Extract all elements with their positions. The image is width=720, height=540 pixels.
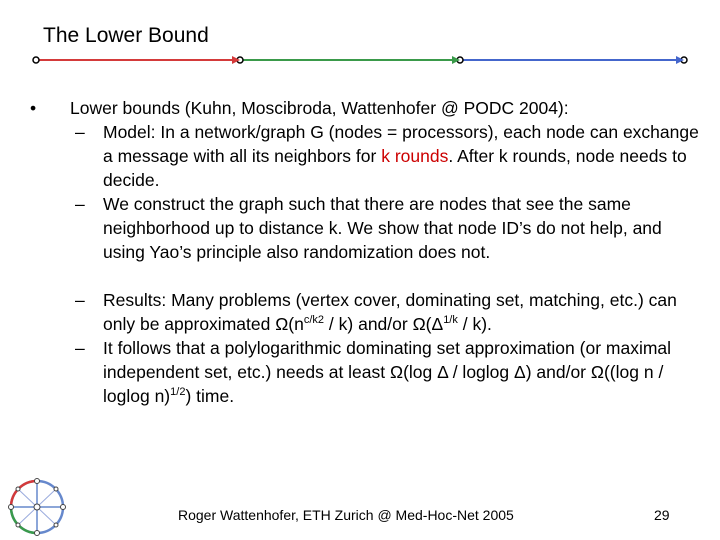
formula: Ω(log Δ / loglog Δ) bbox=[390, 362, 532, 382]
sub-text: We construct the graph such that there are nodes that see the same neighborhood up to distance k. We show that node ID’s do not help, and using Yao’s principle also randomization does not. bbox=[103, 194, 662, 262]
footer-text: Roger Wattenhofer, ETH Zurich @ Med-Hoc-Net 2005 bbox=[178, 507, 514, 523]
sub-text: It follows that a polylogarithmic dominating set approximation (or maximal independent set, etc.) needs at least bbox=[103, 338, 672, 382]
sub-text: . After k rounds, node needs to decide. bbox=[103, 146, 687, 190]
sub-item-construct bbox=[30, 192, 700, 264]
sub-text: time. bbox=[191, 386, 235, 406]
dash-mark: – bbox=[75, 338, 85, 358]
sub-text: and/or bbox=[353, 314, 413, 334]
page-number: 29 bbox=[654, 507, 670, 523]
sub-item-model bbox=[30, 120, 700, 192]
formula: Ω(Δ bbox=[412, 314, 444, 334]
bullet-text: Lower bounds (Kuhn, Moscibroda, Wattenhofer @ PODC 2004): bbox=[70, 98, 569, 118]
dash-mark: – bbox=[75, 290, 85, 310]
formula-sup: c/k2 bbox=[303, 314, 325, 327]
formula-sup: 1/2 bbox=[170, 386, 186, 399]
sub-text: Results: Many problems (vertex cover, dominating set, matching, etc.) can only be approximated bbox=[103, 290, 677, 334]
network-logo-icon bbox=[4, 476, 70, 538]
sub-text: Model: In a network/graph G (nodes = processors), each node can exchange a message with all its neighbors for bbox=[103, 122, 699, 166]
rule-node bbox=[33, 57, 39, 63]
slide-title: The Lower Bound bbox=[43, 24, 209, 47]
sub-text: . bbox=[487, 314, 492, 334]
sub-item-follows bbox=[30, 336, 700, 408]
formula: ) bbox=[185, 386, 192, 406]
formula-sup: 1/k bbox=[443, 314, 458, 327]
sub-text: and/or bbox=[531, 362, 591, 382]
formula: Ω(n bbox=[275, 314, 304, 334]
formula: / k) bbox=[324, 314, 354, 334]
dash-mark: – bbox=[75, 122, 85, 142]
formula: Ω((log n / loglog n) bbox=[103, 362, 664, 406]
highlight-k-rounds: k rounds bbox=[381, 146, 449, 166]
sub-item-results bbox=[30, 288, 700, 336]
bullet-dot: • bbox=[30, 98, 37, 118]
formula: / k) bbox=[457, 314, 488, 334]
dash-mark: – bbox=[75, 194, 85, 214]
slide-body bbox=[30, 96, 700, 408]
title-rule bbox=[30, 50, 690, 70]
bullet-item bbox=[30, 96, 700, 120]
